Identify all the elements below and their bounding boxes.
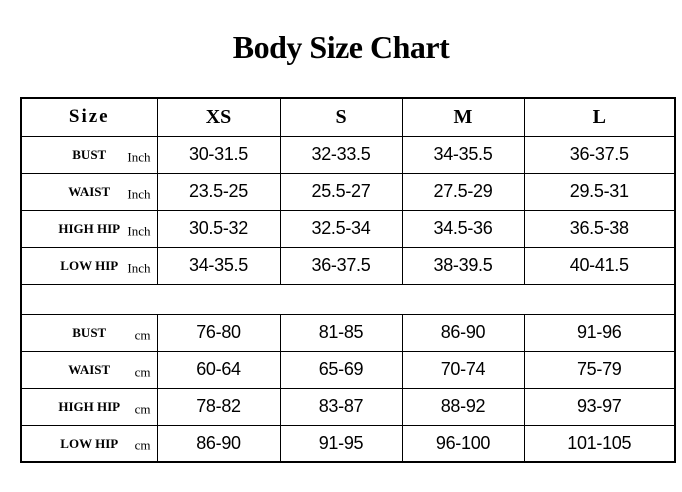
- table-row: [21, 314, 675, 351]
- table-row: [21, 351, 675, 388]
- table-cell: 78-82: [157, 388, 280, 425]
- table-cell: 76-80: [157, 314, 280, 351]
- table-cell: 91-96: [524, 314, 675, 351]
- table-row: [21, 173, 675, 210]
- table-cell: 34.5-36: [402, 210, 524, 247]
- table-cell: 30.5-32: [157, 210, 280, 247]
- size-header-label: Size: [21, 98, 157, 136]
- table-cell: 36-37.5: [524, 136, 675, 173]
- table-cell: 30-31.5: [157, 136, 280, 173]
- table-cell: 93-97: [524, 388, 675, 425]
- unit-label: cm: [134, 400, 151, 416]
- table-cell: 70-74: [402, 351, 524, 388]
- measure-name: WAIST: [68, 184, 111, 199]
- measure-name: HIGH HIP: [58, 399, 121, 414]
- spacer-cell: [21, 284, 675, 314]
- table-cell: 60-64: [157, 351, 280, 388]
- table-cell: 32.5-34: [280, 210, 402, 247]
- size-column-l: L: [524, 98, 675, 136]
- table-row: [21, 247, 675, 284]
- size-chart-table: [20, 97, 676, 463]
- page-title: Body Size Chart: [232, 29, 450, 65]
- size-column-xs: XS: [157, 98, 280, 136]
- table-cell: 75-79: [524, 351, 675, 388]
- measure-name: BUST: [72, 147, 107, 162]
- unit-label: Inch: [127, 148, 151, 164]
- unit-label: cm: [134, 326, 151, 342]
- table-cell: 23.5-25: [157, 173, 280, 210]
- table-row: [21, 136, 675, 173]
- size-column-s: S: [280, 98, 402, 136]
- table-cell: 86-90: [402, 314, 524, 351]
- table-cell: 40-41.5: [524, 247, 675, 284]
- measure-name: WAIST: [68, 362, 111, 377]
- table-cell: 38-39.5: [402, 247, 524, 284]
- measure-name: LOW HIP: [60, 258, 119, 273]
- row-label: [21, 351, 157, 388]
- table-row: [21, 210, 675, 247]
- table-cell: 81-85: [280, 314, 402, 351]
- unit-label: Inch: [127, 222, 151, 238]
- table-cell: 88-92: [402, 388, 524, 425]
- row-label: [21, 210, 157, 247]
- table-row: [21, 425, 675, 462]
- measure-name: HIGH HIP: [58, 221, 121, 236]
- table-cell: 101-105: [524, 425, 675, 462]
- table-cell: 34-35.5: [157, 247, 280, 284]
- unit-label: Inch: [127, 185, 151, 201]
- table-cell: 83-87: [280, 388, 402, 425]
- table-cell: 96-100: [402, 425, 524, 462]
- row-label: [21, 388, 157, 425]
- row-label: [21, 247, 157, 284]
- table-cell: 36.5-38: [524, 210, 675, 247]
- measure-name: BUST: [72, 325, 107, 340]
- row-label: [21, 173, 157, 210]
- row-label: [21, 136, 157, 173]
- table-header-row: [21, 98, 675, 136]
- table-cell: 65-69: [280, 351, 402, 388]
- table-cell: 32-33.5: [280, 136, 402, 173]
- size-column-m: M: [402, 98, 524, 136]
- table-spacer-row: [21, 284, 675, 314]
- table-cell: 36-37.5: [280, 247, 402, 284]
- table-cell: 34-35.5: [402, 136, 524, 173]
- table-cell: 25.5-27: [280, 173, 402, 210]
- row-label: [21, 425, 157, 462]
- table-cell: 27.5-29: [402, 173, 524, 210]
- table-cell: 91-95: [280, 425, 402, 462]
- row-label: [21, 314, 157, 351]
- measure-name: LOW HIP: [60, 435, 119, 451]
- unit-label: cm: [134, 437, 151, 453]
- table-cell: 86-90: [157, 425, 280, 462]
- unit-label: cm: [134, 363, 151, 379]
- unit-label: Inch: [127, 259, 151, 275]
- table-row: [21, 388, 675, 425]
- table-cell: 29.5-31: [524, 173, 675, 210]
